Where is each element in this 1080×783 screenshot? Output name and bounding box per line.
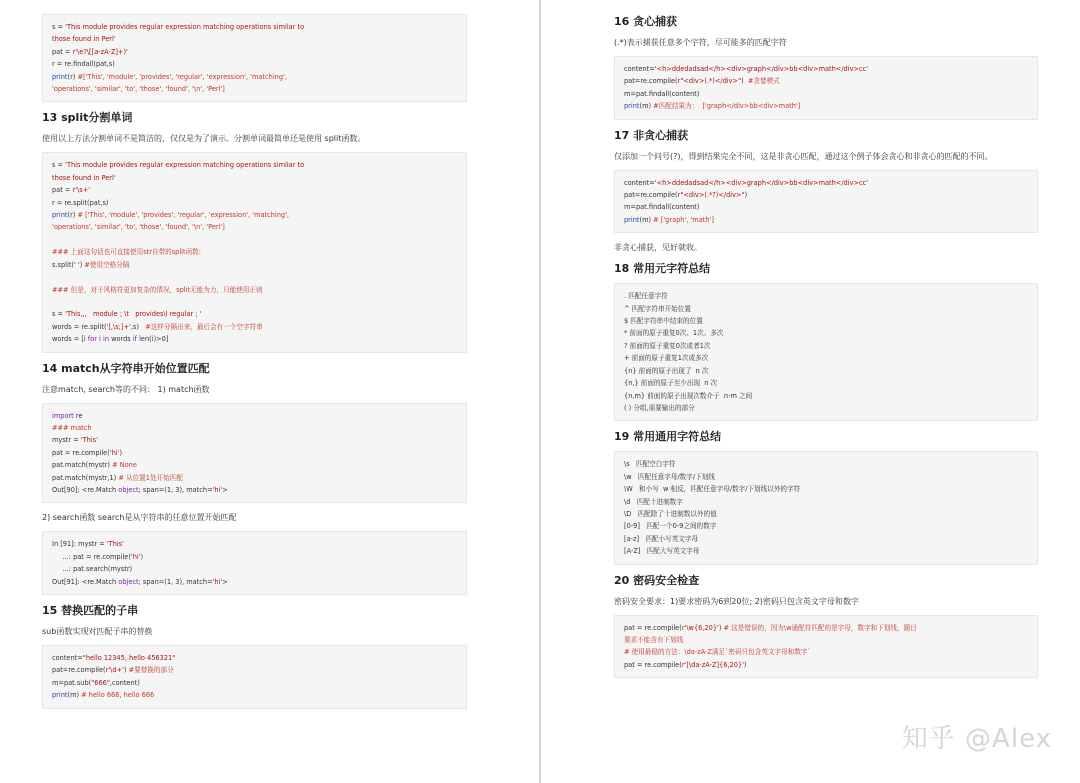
code-block-metachars — [614, 283, 1038, 421]
code-line — [52, 184, 457, 196]
code-token: #贪婪模式 — [747, 77, 780, 86]
code-token: (r) — [67, 72, 78, 81]
code-line — [52, 46, 457, 58]
code-token: 'hi' — [212, 485, 223, 494]
code-token: ### 上面这句话也可直接使用str自带的split函数: — [52, 248, 201, 257]
code-token: for — [87, 335, 97, 344]
code-token: pat = — [52, 186, 73, 195]
code-token: \d 匹配十进制数字 — [624, 497, 683, 506]
code-token: 'This module provides regular expression matching operations similar to — [65, 161, 305, 170]
code-token: $ 匹配字符串中结束的位置 — [624, 317, 703, 326]
code-line — [624, 622, 1028, 634]
code-token: 'hi' — [109, 448, 120, 457]
code-token: pat=re.compile( — [52, 666, 106, 675]
code-token: r"<div>(.*?)</div>" — [677, 191, 745, 200]
code-token: > — [222, 485, 228, 494]
code-token: object — [118, 485, 139, 494]
code-line — [624, 545, 1028, 557]
code-token: Out[91]: <re.Match — [52, 577, 119, 586]
code-token: 要求不能含有下划线 — [624, 635, 684, 644]
code-token: {n,m} 前面的原子出现次数介于 n-m 之间 — [624, 391, 753, 400]
code-line — [624, 402, 1028, 414]
section-description-sub: sub函数实现对匹配子串的替换 — [42, 627, 153, 636]
code-token: ) — [718, 623, 724, 632]
code-line — [52, 538, 457, 550]
code-token: + 前面的原子重复1次或多次 — [624, 354, 709, 363]
code-token: ) — [744, 191, 748, 200]
code-token: # ['This', 'module', 'provides', 'regular', 'expression', 'matching', — [77, 211, 290, 220]
code-line — [624, 646, 1028, 658]
code-token: 'This,,, module ; \t provides\l regular ; ' — [65, 310, 202, 319]
code-token: #使用空格分隔 — [84, 260, 130, 269]
code-token: (r) — [67, 211, 78, 220]
code-token: # 这是错误的，因为\w通配符匹配的是字母，数字和下划线，题目 — [723, 623, 917, 632]
code-token: #匹配结果为： ['graph</div>bb<div>math'] — [653, 102, 801, 111]
code-token: content= — [52, 654, 83, 662]
code-token: ? 前面的原子重复0次或者1次 — [624, 341, 711, 350]
code-line — [52, 434, 457, 446]
section-description-non-greedy: 仅添加一个问号(?)，得到结果完全不同，这是非贪心匹配，通过这个例子体会贪心和非贪心的匹配的不同。 — [614, 151, 993, 161]
code-token: "hello 12345, hello 456321" — [82, 654, 176, 662]
code-block-greedy — [614, 56, 1038, 120]
code-line — [52, 563, 457, 575]
code-token: In [91]: mystr = — [52, 540, 107, 549]
code-token: ) — [741, 77, 748, 86]
section-heading-split: 13 split分割单词 — [42, 111, 133, 125]
code-line — [52, 234, 457, 246]
code-token: re — [73, 411, 83, 420]
code-token: '<h>ddedadsad</h><div>graph</div>bb<div>math</div>cc' — [654, 65, 869, 73]
code-token: # ['graph', 'math'] — [653, 215, 714, 224]
code-token: pat = — [52, 47, 73, 56]
code-token: [A-Z] 匹配大写英文字母 — [624, 547, 700, 556]
code-line — [624, 352, 1028, 364]
code-block-search — [42, 531, 467, 595]
code-line — [624, 340, 1028, 352]
code-token: object — [118, 577, 139, 586]
code-line — [52, 259, 457, 271]
code-token: pat.match(mystr) — [52, 461, 113, 470]
code-line — [52, 284, 457, 296]
code-token: Out[90]: <re.Match — [52, 485, 119, 494]
code-line — [624, 88, 1028, 100]
code-token — [52, 273, 54, 281]
code-token: r'\s+' — [72, 186, 91, 195]
code-token: \W 和小写 w 相反，匹配任意字母/数字/下划线以外的字符 — [624, 485, 801, 494]
code-line — [624, 634, 1028, 646]
code-line — [52, 159, 457, 171]
code-line — [52, 58, 457, 70]
code-line — [624, 483, 1028, 495]
code-token: . 匹配任意字符 — [624, 292, 668, 301]
section-description-password: 密码安全要求：1)要求密码为6到20位; 2)密码只包含英文字母和数字 — [614, 596, 859, 606]
code-token: ) — [123, 666, 129, 675]
code-line — [52, 271, 457, 283]
watermark: 知乎 @Alex — [901, 724, 1052, 754]
code-token: if — [132, 335, 137, 344]
code-token: \w 匹配任意字母/数字/下划线 — [624, 472, 715, 481]
code-token: "666" — [91, 678, 110, 687]
code-token: (m) — [639, 102, 654, 111]
code-line — [52, 576, 457, 588]
code-token: 'hi' — [212, 577, 223, 586]
code-token: s = — [52, 310, 66, 319]
code-token: ) — [140, 552, 144, 561]
code-token: ,s) — [130, 322, 146, 331]
code-line — [52, 689, 457, 701]
code-line — [624, 177, 1028, 189]
code-line — [624, 365, 1028, 377]
code-line — [52, 484, 457, 496]
code-token: those found in Perl' — [52, 35, 116, 44]
section-description-split: 使用以上方法分割单词不是简洁的，仅仅是为了演示。分割单词最简单还是使用 split函数。 — [42, 134, 366, 144]
code-line — [624, 458, 1028, 470]
code-token: \s 匹配空白字符 — [624, 460, 676, 469]
code-token: words — [109, 335, 133, 344]
code-token: mystr = — [52, 436, 81, 445]
code-token: m=pat.findall(content) — [624, 203, 700, 212]
code-line — [624, 659, 1028, 671]
code-block-non-greedy — [614, 170, 1038, 234]
code-token: ,content) — [109, 678, 140, 687]
code-token: words = re.split( — [52, 322, 107, 331]
code-token: m=pat.sub( — [52, 678, 92, 687]
code-line — [52, 221, 457, 233]
section-heading-match: 14 match从字符串开始位置匹配 — [42, 361, 210, 375]
code-token: ; span=(1, 3), match= — [138, 577, 213, 586]
section-heading-char-classes: 19 常用通用字符总结 — [614, 430, 722, 444]
code-token: #这样分隔出来，最后会有一个空字符串 — [145, 322, 263, 331]
code-line — [624, 533, 1028, 545]
code-line — [52, 83, 457, 95]
code-token: m=pat.findall(content) — [624, 89, 700, 98]
code-token: #['This', 'module', 'provides', 'regular', 'expression', 'matching', — [77, 72, 287, 81]
code-token: ) — [119, 448, 123, 457]
code-token: r'\w{6,20}' — [681, 623, 719, 632]
code-token: pat.match(mystr,1) — [52, 473, 119, 482]
code-token — [52, 298, 54, 306]
code-line — [52, 197, 457, 209]
code-token: # 使用最稳的方法：\da-zA-Z满足`密码只包含英文字母和数字` — [624, 648, 811, 657]
code-line — [52, 246, 457, 258]
code-token: ...: pat.search(mystr) — [52, 565, 133, 574]
code-token: r = re.findall(pat,s) — [52, 60, 115, 69]
code-line — [624, 520, 1028, 532]
code-token: [0-9] 匹配一个0-9之间的数字 — [624, 522, 717, 531]
code-token: import — [52, 411, 74, 420]
code-token: 'This module provides regular expression matching operations similar to — [65, 23, 305, 31]
code-token: ^ 匹配字符串开始位置 — [624, 304, 691, 313]
code-token: 'This' — [106, 540, 124, 549]
section-description-search: 2) search函数 search是从字符串的任意位置开始匹配 — [42, 513, 237, 523]
code-token: {n,} 前面的原子至少出现 n 次 — [624, 379, 718, 388]
code-token: s = — [52, 23, 66, 31]
code-token: r'[\da-zA-Z]{6,20}' — [681, 660, 744, 669]
code-token: print — [624, 102, 640, 111]
code-token: print — [52, 211, 68, 220]
code-block-password — [614, 615, 1038, 679]
section-description-match: 注意match, search等的不同： 1) match函数 — [42, 384, 210, 394]
code-line — [624, 327, 1028, 339]
code-token: (m) — [639, 215, 654, 224]
code-line — [624, 390, 1028, 402]
section-heading-password: 20 密码安全检查 — [614, 573, 700, 587]
code-line — [624, 471, 1028, 483]
code-line — [624, 315, 1028, 327]
code-line — [52, 308, 457, 320]
code-token: {n} 前面的原子出现了 n 次 — [624, 366, 709, 375]
code-line — [624, 290, 1028, 302]
code-token: 'hi' — [130, 552, 141, 561]
code-token: pat = re.compile( — [52, 448, 110, 457]
code-line — [624, 377, 1028, 389]
code-token: r'\e?\[[a-zA-Z]+)' — [72, 47, 128, 56]
code-line — [52, 321, 457, 333]
code-token: > — [222, 577, 228, 586]
code-line — [52, 410, 457, 422]
code-line — [52, 459, 457, 471]
code-line — [52, 296, 457, 308]
code-token: content= — [624, 178, 655, 187]
code-token — [52, 236, 54, 244]
code-token: ...: pat = re.compile( — [52, 552, 131, 561]
code-line — [624, 508, 1028, 520]
code-line — [624, 496, 1028, 508]
code-token: 'operations', 'similar', 'to', 'those', 'found', '\n', 'Perl'] — [52, 223, 225, 232]
code-line — [52, 21, 457, 33]
code-line — [624, 75, 1028, 87]
code-token: pat = re.compile( — [624, 623, 682, 632]
code-token: print — [624, 215, 640, 224]
code-line — [624, 214, 1028, 226]
code-token: print — [52, 72, 68, 81]
code-line — [52, 551, 457, 563]
code-token: ( ) 分组,需要输出的部分 — [624, 403, 695, 412]
code-block-split — [42, 152, 467, 352]
code-token: ### match — [52, 423, 92, 432]
code-token: s = — [52, 161, 66, 170]
code-token: pat=re.compile( — [624, 191, 678, 200]
code-token: # None — [112, 461, 137, 470]
code-line — [52, 472, 457, 484]
code-block-findall — [42, 14, 467, 102]
code-token: # 从位置1处开始匹配 — [118, 473, 183, 482]
section-note-non-greedy: 非贪心捕获，见好就收。 — [614, 243, 702, 253]
code-block-sub — [42, 645, 467, 709]
code-token: [a-z] 匹配小写英文字母 — [624, 534, 699, 543]
code-token: those found in Perl' — [52, 173, 116, 182]
code-block-char-classes — [614, 451, 1038, 564]
code-line — [52, 33, 457, 45]
code-line — [624, 63, 1028, 75]
code-token: r"<div>(.*)</div>" — [677, 77, 742, 86]
section-heading-sub: 15 替换匹配的子串 — [42, 604, 139, 617]
code-token: ; span=(1, 3), match= — [138, 485, 213, 494]
code-line — [52, 71, 457, 83]
code-token: # hello 666, hello 666 — [81, 691, 155, 700]
code-line — [52, 333, 457, 345]
code-block-match — [42, 403, 467, 504]
code-token: r'\d+' — [105, 666, 124, 675]
section-heading-metachars: 18 常用元字符总结 — [614, 262, 711, 276]
code-token: content= — [624, 65, 655, 73]
code-line — [52, 664, 457, 676]
code-token: words = [i — [52, 335, 88, 344]
code-token: 'This' — [80, 436, 98, 445]
code-token: '[,\s;]+' — [106, 322, 131, 331]
code-token: ) — [743, 660, 747, 669]
code-line — [624, 100, 1028, 112]
code-line — [52, 652, 457, 664]
code-line — [52, 172, 457, 184]
code-token: pat = re.compile( — [624, 660, 682, 669]
code-line — [624, 201, 1028, 213]
code-token: print — [52, 691, 68, 700]
code-line — [52, 209, 457, 221]
code-token: in — [102, 335, 109, 344]
code-line — [624, 303, 1028, 315]
section-heading-greedy: 16 贪心捕获 — [614, 15, 678, 28]
section-description-greedy: (.*)表示捕获任意多个字符，尽可能多的匹配字符 — [614, 38, 787, 47]
code-line — [52, 677, 457, 689]
code-line — [52, 447, 457, 459]
code-token: r = re.split(pat,s) — [52, 198, 109, 207]
code-token: #要替换的部分 — [128, 666, 174, 675]
code-token: * 前面的原子重复0次、1次、多次 — [624, 329, 724, 338]
code-token: ### 但是，对于风格符更加复杂的情况，split无能为力，只能使用正则 — [52, 285, 263, 294]
code-token: len(i)>0] — [137, 335, 169, 344]
right-page — [541, 0, 1080, 783]
section-heading-non-greedy: 17 非贪心捕获 — [614, 128, 689, 142]
code-token: pat=re.compile( — [624, 77, 678, 86]
code-token: (m) — [67, 691, 82, 700]
code-token: \D 匹配除了十进制数以外的值 — [624, 509, 717, 518]
code-token: i — [96, 335, 103, 344]
code-token: '<h>ddedadsad</h><div>graph</div>bb<div>math</div>cc' — [654, 178, 869, 187]
code-line — [52, 422, 457, 434]
code-token: 'operations', 'similar', 'to', 'those', 'found', '\n', 'Perl'] — [52, 85, 225, 94]
code-token: s.split(' ') — [52, 260, 85, 269]
code-line — [624, 189, 1028, 201]
